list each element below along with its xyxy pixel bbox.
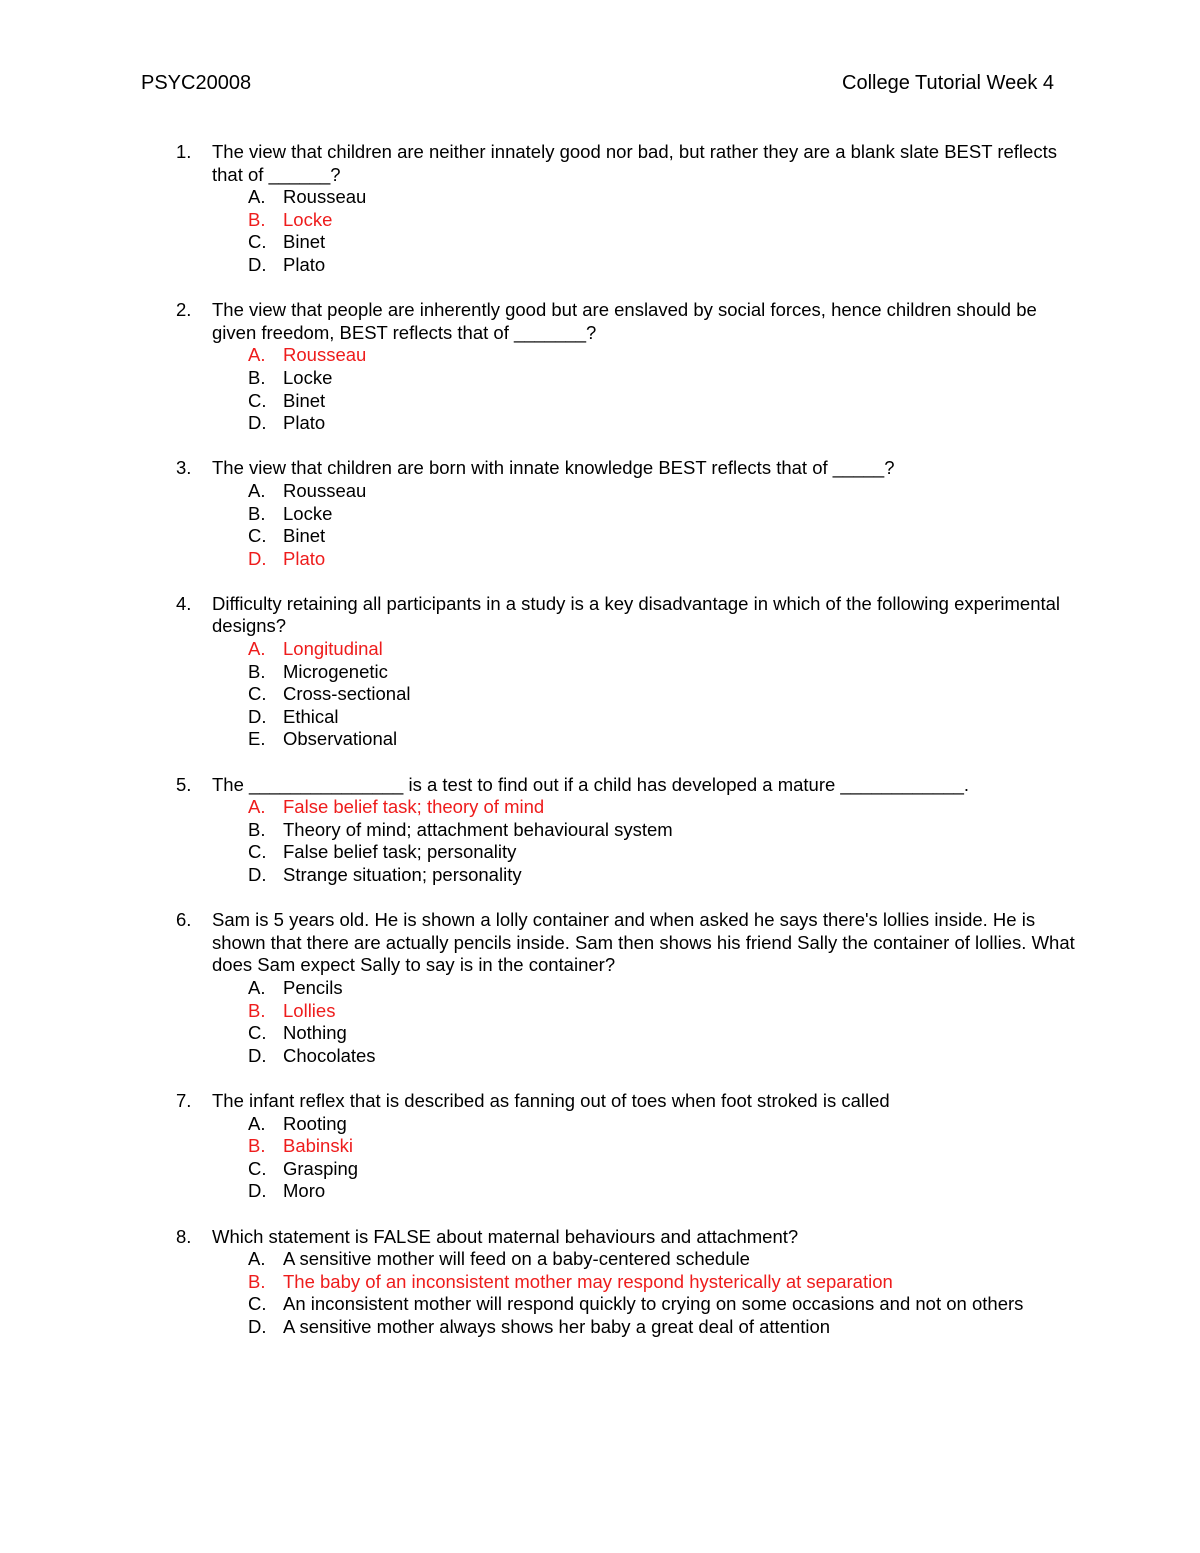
option-letter: C. [248,1293,267,1315]
option-letter: B. [248,999,266,1021]
option-letter: D. [248,705,267,727]
answer-option [212,819,1076,842]
answer-option [212,1022,1076,1045]
option-letter: D. [248,253,267,275]
answer-option [212,1293,1076,1316]
answer-option-correct [212,548,1076,571]
question-text: Difficulty retaining all participants in a study is a key disadvantage in which of the following experimental designs? [212,592,1061,637]
question-item [176,909,1076,1067]
answer-option [212,525,1076,548]
answer-option [212,186,1076,209]
option-text: Binet [283,231,326,253]
answer-option [212,480,1076,503]
option-letter: D. [248,412,267,434]
option-letter: A. [248,1112,266,1134]
answer-option-correct [212,796,1076,819]
option-letter: A. [248,479,266,501]
question-text: The view that children are born with innate knowledge BEST reflects that of _____? [212,457,895,479]
document-title: College Tutorial Week 4 [842,72,1054,94]
option-text: Strange situation; personality [283,864,522,885]
option-text: Chocolates [283,1044,376,1066]
answer-option [212,706,1076,729]
option-text: Theory of mind; attachment behavioural system [283,818,673,840]
question-number: 1. [176,141,192,162]
answer-option [212,412,1076,435]
option-text: Locke [283,208,333,230]
option-text: A sensitive mother will feed on a baby-centered schedule [283,1248,750,1270]
question-list [176,141,1076,1361]
question-item [176,774,1076,887]
option-text: Grasping [283,1157,359,1179]
option-text: Babinski [283,1135,353,1157]
option-letter: C. [248,231,267,253]
option-letter: D. [248,1180,267,1202]
option-text: Locke [283,366,333,388]
option-text: The baby of an inconsistent mother may respond hysterically at separation [283,1270,893,1292]
option-letter: A. [248,796,266,818]
question-item [176,593,1076,751]
option-text: Microgenetic [283,660,388,682]
option-letter: C. [248,389,267,411]
option-letter: C. [248,841,267,863]
option-letter: B. [248,818,266,840]
answer-option-correct [212,638,1076,661]
question-number: 3. [176,457,192,479]
option-text: Observational [283,728,398,750]
answer-options [212,796,1076,886]
answer-option [212,728,1076,751]
option-letter: D. [248,1315,267,1337]
option-letter: D. [248,547,267,569]
question-item [176,299,1076,435]
option-text: Lollies [283,999,336,1021]
answer-option [212,661,1076,684]
question-item [176,141,1076,277]
option-letter: E. [248,728,266,750]
option-text: Ethical [283,705,339,727]
question-number: 2. [176,299,192,321]
question-number: 7. [176,1089,192,1111]
option-text: Nothing [283,1022,347,1044]
option-text: Rousseau [283,479,367,501]
answer-option-correct [212,1271,1076,1294]
course-code: PSYC20008 [141,72,252,94]
option-text: Binet [283,389,326,411]
option-letter: B. [248,1270,266,1292]
option-text: Locke [283,502,333,524]
answer-option [212,503,1076,526]
answer-options [212,480,1076,570]
option-letter: C. [248,683,267,705]
answer-option [212,864,1076,887]
question-text: The view that people are inherently good but are enslaved by social forces, hence children should be given freedom, BEST reflects that of _______? [212,299,1037,343]
question-text: The _______________ is a test to find out if a child has developed a mature ____________. [212,773,970,795]
option-text: Rousseau [283,344,367,366]
answer-option [212,254,1076,277]
answer-options [212,1113,1076,1203]
answer-options [212,186,1076,276]
answer-option [212,231,1076,254]
answer-option [212,367,1076,390]
option-letter: B. [248,366,266,388]
answer-option [212,977,1076,1000]
option-letter: B. [248,502,266,524]
option-letter: C. [248,1022,267,1044]
question-number: 6. [176,909,192,931]
answer-options [212,344,1076,434]
option-letter: C. [248,525,267,547]
option-text: Cross-sectional [283,683,411,705]
question-text: The infant reflex that is described as fanning out of toes when foot stroked is called [212,1089,890,1111]
option-text: Longitudinal [283,638,383,660]
option-text: False belief task; theory of mind [283,796,545,818]
option-letter: A. [248,344,266,366]
question-item [176,457,1076,570]
question-text: The view that children are neither innately good nor bad, but rather they are a blank slate BEST reflects that of ______? [212,141,1057,185]
answer-option [212,1180,1076,1203]
option-text: Pencils [283,976,343,998]
option-text: Rooting [283,1112,347,1134]
answer-options [212,1248,1076,1338]
option-text: Plato [283,253,326,275]
question-text: Sam is 5 years old. He is shown a lolly container and when asked he says there's lollies inside. He is shown that there are actually pencils inside. Sam then shows his friend Sally the container of lollies. What does Sam expect Sally to say is in the container? [212,909,1075,976]
option-text: Binet [283,525,326,547]
option-letter: D. [248,864,267,885]
answer-options [212,638,1076,751]
answer-option [212,1158,1076,1181]
answer-option-correct [212,344,1076,367]
option-letter: C. [248,1157,267,1179]
answer-option [212,1316,1076,1339]
answer-options [212,977,1076,1067]
option-letter: B. [248,208,266,230]
option-letter: A. [248,638,266,660]
option-letter: D. [248,1044,267,1066]
option-letter: A. [248,976,266,998]
option-letter: B. [248,660,266,682]
option-text: An inconsistent mother will respond quickly to crying on some occasions and not on others [283,1293,1024,1315]
answer-option-correct [212,1135,1076,1158]
answer-option [212,683,1076,706]
option-text: False belief task; personality [283,841,517,863]
question-item [176,1226,1076,1339]
answer-option-correct [212,1000,1076,1023]
answer-option [212,1045,1076,1068]
option-letter: B. [248,1135,266,1157]
answer-option [212,841,1076,864]
option-text: Plato [283,412,326,434]
answer-option [212,1248,1076,1271]
option-letter: A. [248,1248,266,1270]
option-text: A sensitive mother always shows her baby a great deal of attention [283,1315,831,1337]
answer-option [212,390,1076,413]
question-number: 4. [176,592,192,614]
option-text: Rousseau [283,186,367,208]
question-number: 8. [176,1225,192,1247]
option-text: Plato [283,547,326,569]
answer-option-correct [212,209,1076,232]
question-text: Which statement is FALSE about maternal behaviours and attachment? [212,1225,799,1247]
option-letter: A. [248,186,266,208]
question-number: 5. [176,773,192,795]
option-text: Moro [283,1180,326,1202]
question-item [176,1090,1076,1203]
answer-option [212,1113,1076,1136]
